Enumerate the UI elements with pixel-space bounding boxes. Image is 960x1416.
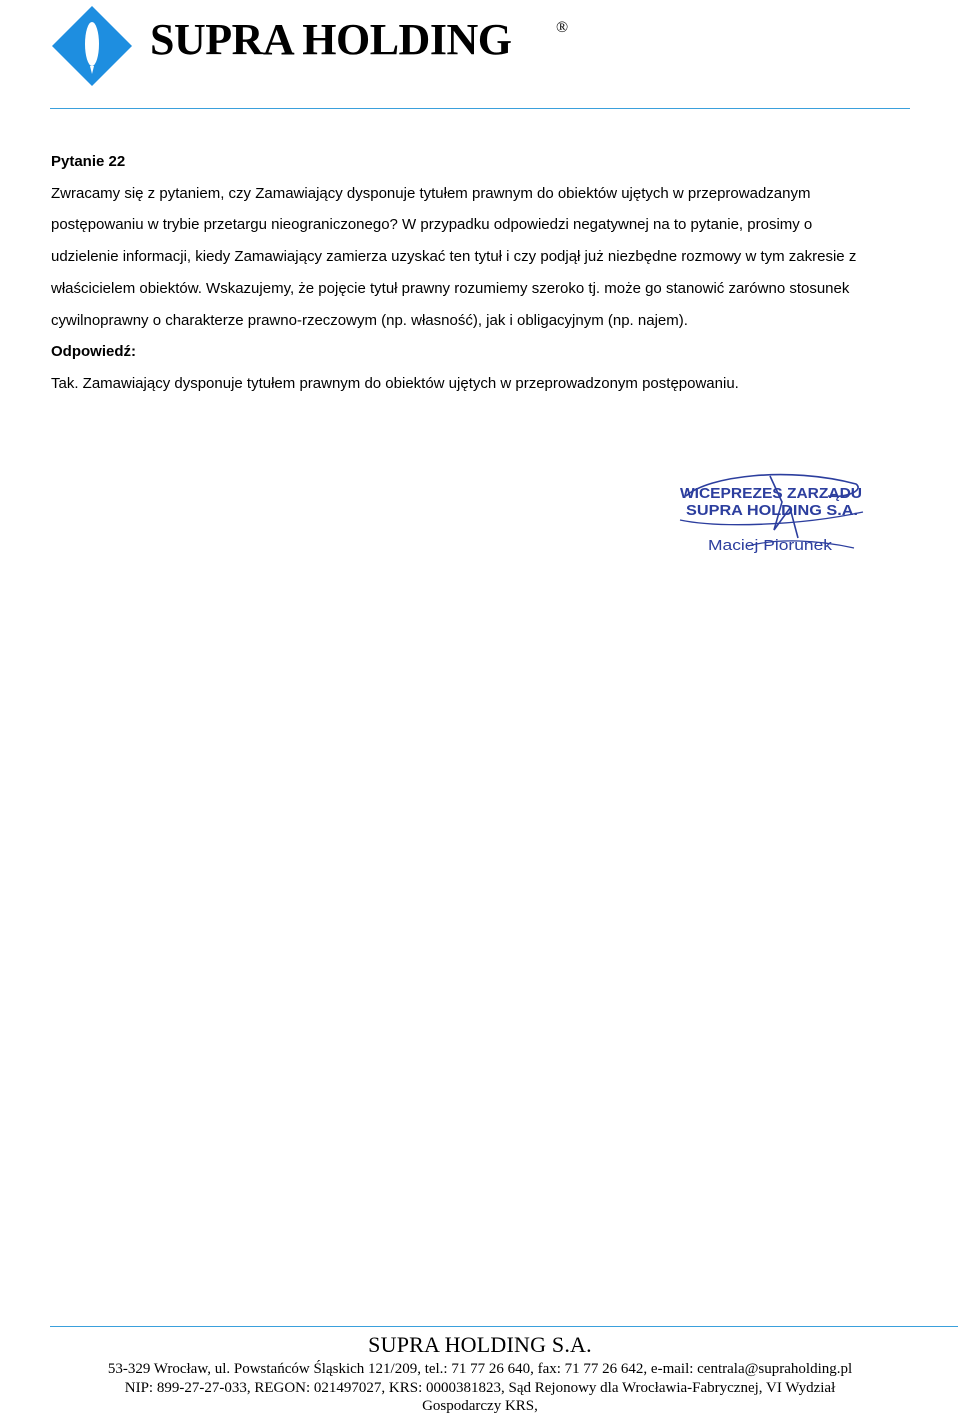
svg-text:Maciej Piorunek: Maciej Piorunek: [708, 537, 833, 554]
footer-registry: NIP: 899-27-27-033, REGON: 021497027, KRS: 0000381823, Sąd Rejonowy dla Wrocławia-Fabrycznej, VI Wydział: [124, 1379, 836, 1396]
svg-text:WICEPREZES ZARZĄDU: WICEPREZES ZARZĄDU: [680, 486, 862, 502]
answer-text: Tak. Zamawiający dysponuje tytułem prawnym do obiektów ujętych w przeprowadzonym postępowaniu.: [51, 374, 739, 392]
brand-name: SUPRA HOLDING: [150, 15, 512, 64]
svg-text:SUPRA HOLDING S.A.: SUPRA HOLDING S.A.: [686, 503, 858, 519]
header-divider: [50, 108, 910, 109]
footer-company-name: SUPRA HOLDING S.A.: [368, 1332, 592, 1357]
footer: [0, 1330, 960, 1416]
document-body: [51, 146, 881, 400]
question-text: Zwracamy się z pytaniem, czy Zamawiający dysponuje tytułem prawnym do obiektów ujętych w przeprowadzanym postępowaniu w trybie przetargu nieograniczonego? W przypadku odpowiedzi negatywnej na to pytanie, prosimy o udzielenie informacji, kiedy Zamawiający zamierza uzyskać ten tytuł i czy podjął już niezbędne rozmowy w tym zakresie z właścicielem obiektów. Wskazujemy, że pojęcie tytuł prawny rozumiemy szeroko tj. może go stanowić zarówno stosunek cywilnoprawny o charakterze prawno-rzeczowym (np. własność), jak i obligacyjnym (np. najem).: [51, 184, 857, 329]
footer-divider: [50, 1326, 958, 1327]
supra-logo-icon: [50, 4, 134, 88]
question-heading: Pytanie 22: [51, 153, 126, 170]
signature-stamp: [678, 468, 868, 560]
letterhead: [0, 0, 960, 110]
footer-address: 53-329 Wrocław, ul. Powstańców Śląskich 121/209, tel.: 71 77 26 640, fax: 71 77 26 642, e-mail: centrala@supraholding.pl: [107, 1361, 853, 1377]
answer-heading: Odpowiedź:: [51, 343, 136, 361]
footer-registry-continued: Gospodarczy KRS,: [422, 1398, 538, 1414]
registered-mark: ®: [556, 19, 569, 36]
